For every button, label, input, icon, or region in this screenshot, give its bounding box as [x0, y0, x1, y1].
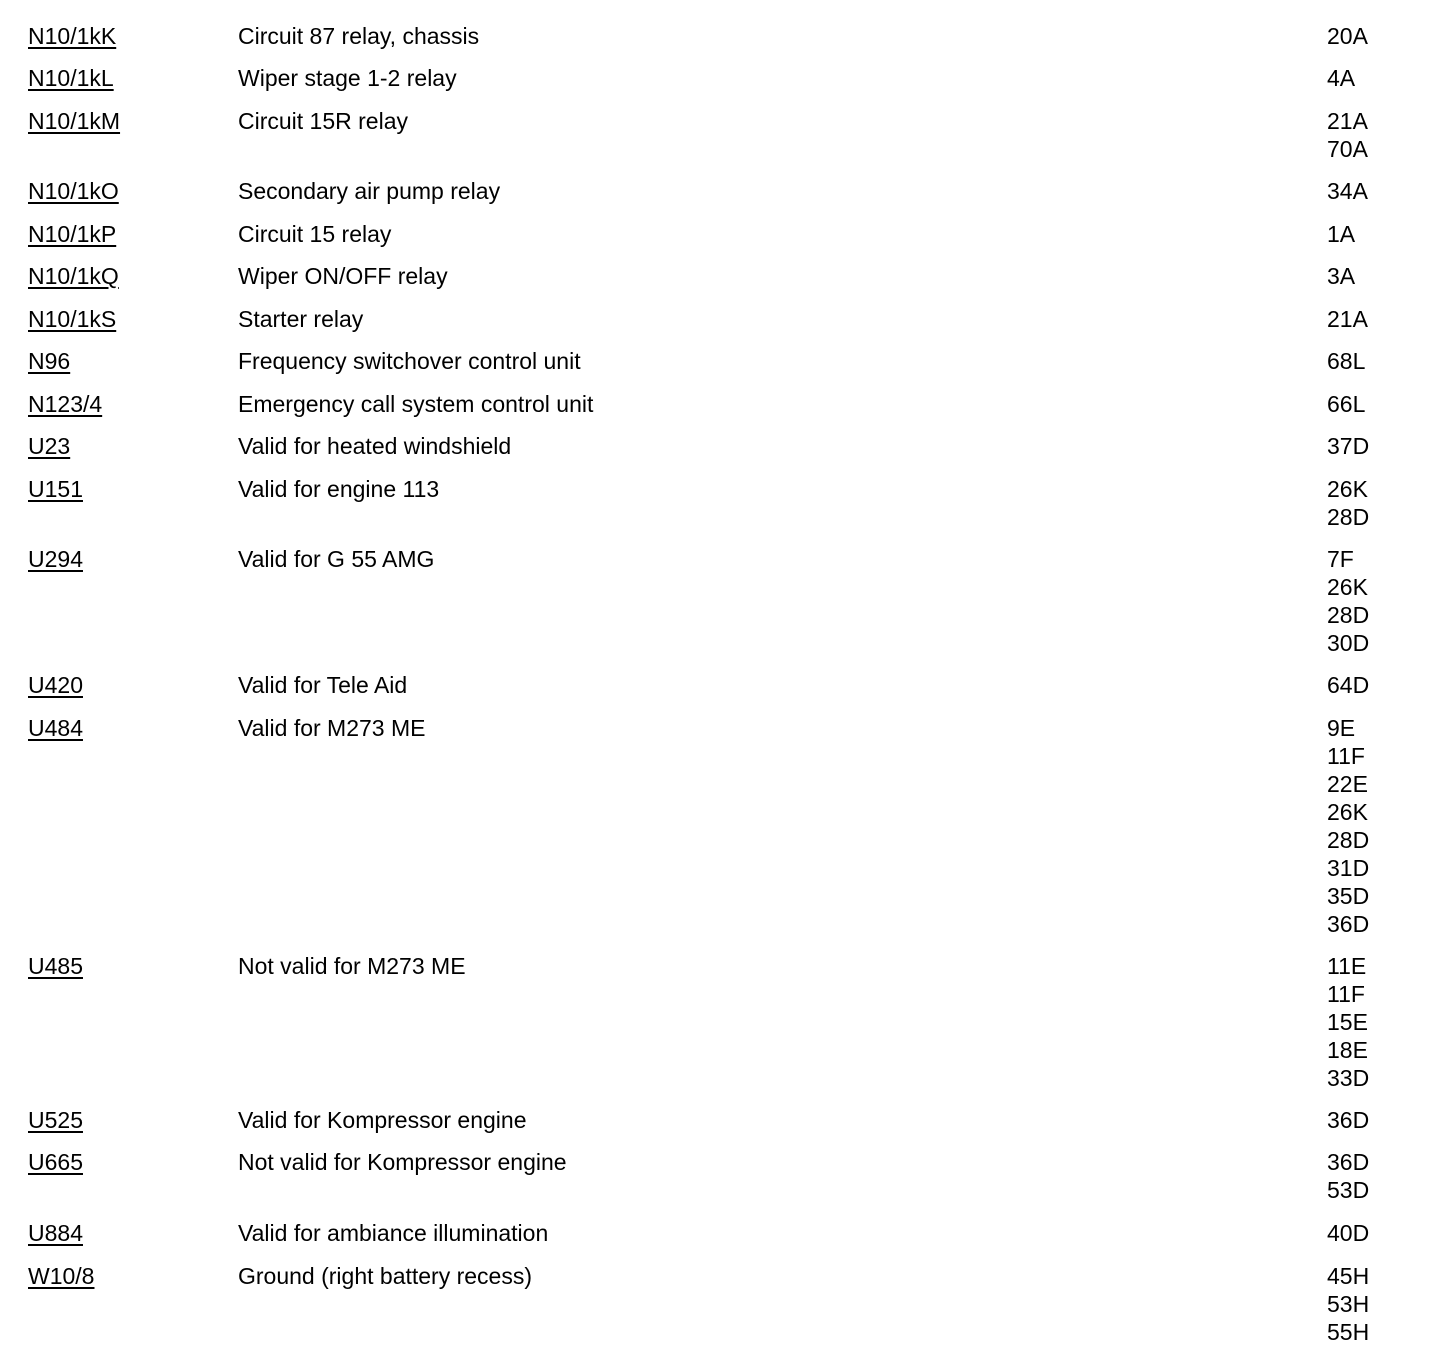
- grid-reference: 36D: [1327, 1149, 1370, 1175]
- grid-reference: 22E: [1327, 771, 1368, 797]
- component-code-link[interactable]: U420: [28, 672, 83, 698]
- grid-reference: 45H: [1327, 1263, 1370, 1289]
- grid-references: [1327, 107, 1368, 163]
- grid-references: [1327, 1106, 1369, 1134]
- component-description: Not valid for Kompressor engine: [238, 1149, 567, 1175]
- component-code-link[interactable]: U151: [28, 476, 83, 502]
- grid-reference: 26K: [1327, 799, 1368, 825]
- component-code-link[interactable]: N10/1kS: [28, 306, 117, 332]
- grid-reference: 7F: [1327, 546, 1354, 572]
- component-description: Valid for G 55 AMG: [238, 546, 435, 572]
- component-description: Wiper stage 1-2 relay: [238, 65, 457, 91]
- component-description: Valid for Tele Aid: [238, 672, 408, 698]
- component-description: Wiper ON/OFF relay: [238, 263, 448, 289]
- component-code-link[interactable]: N123/4: [28, 391, 103, 417]
- grid-references: [1327, 952, 1369, 1092]
- component-code-link[interactable]: U884: [28, 1220, 83, 1246]
- component-code-link[interactable]: U294: [28, 546, 83, 572]
- grid-reference: 31D: [1327, 855, 1370, 881]
- grid-reference: 15E: [1327, 1009, 1368, 1035]
- grid-references: [1327, 671, 1369, 699]
- grid-reference: 36D: [1327, 1107, 1370, 1133]
- grid-reference: 9E: [1327, 715, 1356, 741]
- grid-references: [1327, 262, 1355, 290]
- grid-reference: 53D: [1327, 1177, 1370, 1203]
- grid-references: [1327, 22, 1368, 50]
- component-description: Circuit 15R relay: [238, 108, 408, 134]
- grid-references: [1327, 1262, 1369, 1346]
- grid-reference: 4A: [1327, 65, 1356, 91]
- component-description: Not valid for M273 ME: [238, 953, 466, 979]
- component-code-link[interactable]: N96: [28, 348, 71, 374]
- component-code-link[interactable]: U23: [28, 433, 71, 459]
- component-description: Secondary air pump relay: [238, 178, 501, 204]
- grid-reference: 55H: [1327, 1319, 1370, 1345]
- grid-references: [1327, 177, 1368, 205]
- component-code-link[interactable]: U525: [28, 1107, 83, 1133]
- grid-reference: 34A: [1327, 178, 1368, 204]
- component-description: Valid for ambiance illumination: [238, 1220, 549, 1246]
- grid-reference: 66L: [1327, 391, 1366, 417]
- grid-reference: 53H: [1327, 1291, 1370, 1317]
- grid-reference: 11F: [1327, 981, 1365, 1007]
- component-description: Frequency switchover control unit: [238, 348, 581, 374]
- grid-reference: 28D: [1327, 602, 1370, 628]
- component-code-link[interactable]: U484: [28, 715, 83, 741]
- grid-references: [1327, 1148, 1369, 1204]
- component-code-link[interactable]: U665: [28, 1149, 83, 1175]
- grid-reference: 40D: [1327, 1220, 1370, 1246]
- grid-reference: 30D: [1327, 630, 1370, 656]
- grid-reference: 21A: [1327, 108, 1368, 134]
- grid-reference: 26K: [1327, 476, 1368, 502]
- grid-references: [1327, 714, 1369, 938]
- grid-reference: 18E: [1327, 1037, 1368, 1063]
- grid-references: [1327, 1219, 1369, 1247]
- component-description: Valid for Kompressor engine: [238, 1107, 527, 1133]
- component-description: Emergency call system control unit: [238, 391, 594, 417]
- grid-reference: 20A: [1327, 23, 1368, 49]
- grid-reference: 70A: [1327, 136, 1368, 162]
- grid-references: [1327, 475, 1369, 531]
- grid-reference: 11E: [1327, 953, 1367, 979]
- grid-reference: 68L: [1327, 348, 1366, 374]
- grid-references: [1327, 390, 1365, 418]
- grid-reference: 1A: [1327, 221, 1356, 247]
- grid-references: [1327, 64, 1355, 92]
- component-code-link[interactable]: N10/1kM: [28, 108, 121, 134]
- grid-reference: 33D: [1327, 1065, 1370, 1091]
- grid-reference: 28D: [1327, 504, 1370, 530]
- component-description: Starter relay: [238, 306, 364, 332]
- grid-reference: 26K: [1327, 574, 1368, 600]
- component-description: Valid for M273 ME: [238, 715, 426, 741]
- grid-reference: 11F: [1327, 743, 1365, 769]
- grid-references: [1327, 432, 1369, 460]
- grid-reference: 64D: [1327, 672, 1370, 698]
- component-code-link[interactable]: N10/1kP: [28, 221, 117, 247]
- grid-reference: 36D: [1327, 911, 1370, 937]
- component-code-link[interactable]: N10/1kQ: [28, 263, 119, 289]
- component-description: Ground (right battery recess): [238, 1263, 533, 1289]
- component-code-link[interactable]: N10/1kK: [28, 23, 117, 49]
- component-code-link[interactable]: U485: [28, 953, 83, 979]
- grid-references: [1327, 347, 1365, 375]
- grid-reference: 35D: [1327, 883, 1370, 909]
- component-description: Circuit 15 relay: [238, 221, 392, 247]
- component-code-link[interactable]: N10/1kL: [28, 65, 114, 91]
- grid-reference: 37D: [1327, 433, 1370, 459]
- grid-references: [1327, 305, 1368, 333]
- component-code-link[interactable]: N10/1kO: [28, 178, 119, 204]
- grid-reference: 3A: [1327, 263, 1356, 289]
- component-code-link[interactable]: W10/8: [28, 1263, 95, 1289]
- grid-reference: 21A: [1327, 306, 1368, 332]
- grid-references: [1327, 545, 1369, 657]
- grid-reference: 28D: [1327, 827, 1370, 853]
- grid-references: [1327, 220, 1355, 248]
- component-description: Valid for heated windshield: [238, 433, 512, 459]
- component-description: Circuit 87 relay, chassis: [238, 23, 480, 49]
- component-description: Valid for engine 113: [238, 476, 440, 502]
